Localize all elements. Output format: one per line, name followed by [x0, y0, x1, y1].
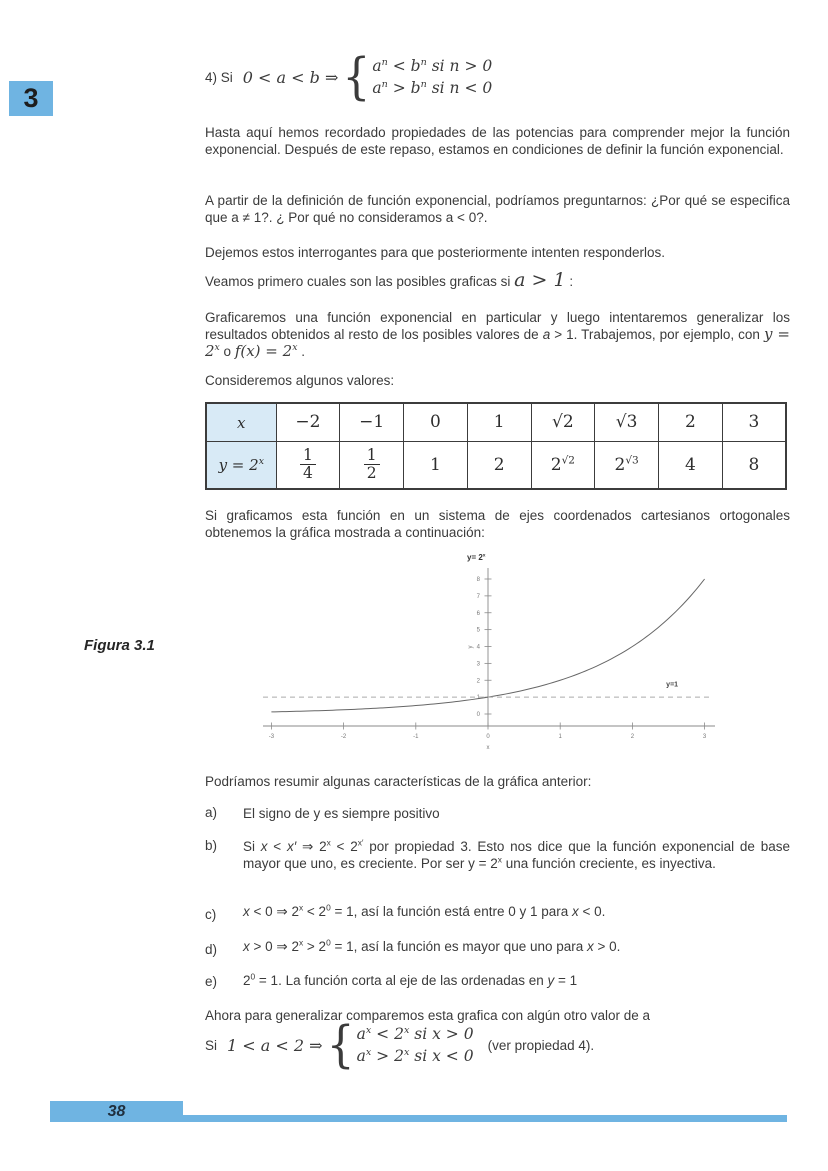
value-cell: 0	[404, 403, 468, 441]
value-cell: 2	[659, 403, 723, 441]
brace-symbol: {	[326, 1016, 355, 1075]
svg-text:2: 2	[630, 734, 635, 740]
svg-text:y: y	[468, 645, 474, 649]
case-line: $a^x < 2^x$ si x > 0	[356, 1024, 474, 1043]
item-marker: d)	[205, 942, 218, 957]
value-cell: √3	[595, 403, 659, 441]
plot-title: $y= 2^x$	[467, 553, 486, 562]
list-item-c	[205, 903, 790, 922]
formula-cases	[357, 1026, 474, 1065]
case-line: $a^x > 2^x$ si x < 0	[356, 1046, 474, 1065]
page-number-box	[50, 1101, 183, 1122]
values-table	[205, 402, 787, 490]
page-number: 38	[107, 1102, 126, 1120]
svg-text:3: 3	[476, 661, 480, 668]
chapter-tab	[9, 81, 53, 116]
formula-prefix: Si	[205, 1038, 218, 1053]
value-cell: $\frac{1}{2}$	[340, 441, 404, 489]
table-row	[206, 441, 786, 489]
item-marker: c)	[205, 907, 217, 922]
paragraph-consideremos: Consideremos algunos valores:	[205, 373, 395, 388]
list-item-b	[205, 838, 790, 872]
svg-text:2: 2	[476, 678, 480, 685]
list-item-d	[205, 938, 790, 957]
paragraph-apartir: A partir de la definición de función exponencial, podríamos preguntarnos: ¿Por qué se especifica que a ≠ 1?. ¿ Por qué no consideramos a < 0?.	[205, 193, 790, 225]
value-cell: 2	[467, 441, 531, 489]
svg-text:5: 5	[476, 627, 480, 634]
item-text: x < 0 ⇒ $2^x < 2^0 = 1$, así la función está entre 0 y 1 para x < 0.	[243, 902, 606, 919]
value-cell: √2	[531, 403, 595, 441]
item-text: x > 0 ⇒ $2^x > 2^0 = 1$, así la función es mayor que uno para x > 0.	[243, 937, 621, 954]
svg-text:3: 3	[702, 734, 707, 740]
svg-text:x: x	[486, 745, 490, 751]
value-cell: $\frac{1}{4}$	[276, 441, 340, 489]
formula-cases	[372, 58, 492, 97]
figure-plot	[255, 548, 780, 760]
formula-condition: 1 < a < 2 ⇒	[227, 1036, 323, 1055]
footer-bar	[183, 1115, 787, 1122]
paragraph-sigraficamos: Si graficamos esta función en un sistema de ejes coordenados cartesianos ortogonales obtenemos la gráfica mostrada a continuación:	[205, 508, 790, 540]
figure-3-1	[255, 548, 780, 760]
value-cell: 1	[404, 441, 468, 489]
row-header-cell: x	[206, 403, 276, 441]
item-text: Si x < x′ ⇒ $2^x < 2^{x'}$ por propiedad 3. Esto nos dice que la función exponencial de base mayor que uno, es creciente. Por ser $y = 2^x$ una función creciente, es inyectiva.	[243, 837, 790, 871]
value-cell: −2	[276, 403, 340, 441]
svg-text:6: 6	[476, 610, 480, 617]
closing-formula	[205, 1016, 790, 1075]
item-marker: b)	[205, 838, 218, 853]
value-cell: −1	[340, 403, 404, 441]
formula-note: (ver propiedad 4).	[487, 1038, 595, 1053]
item-marker: a)	[205, 805, 218, 820]
svg-text:1: 1	[476, 695, 480, 702]
value-cell: $2^{√3}$	[595, 441, 659, 489]
row-header-cell: $y = 2^x$	[206, 441, 276, 489]
paragraph-hasta: Hasta aquí hemos recordado propiedades de las potencias para comprender mejor la función exponencial. Después de este repaso, estamos en condiciones de definir la función exponencial.	[205, 125, 790, 157]
case-line: $a^n < b^n$ si n > 0	[372, 56, 493, 75]
table-row	[206, 403, 786, 441]
paragraph-graficaremos: Graficaremos una función exponencial en particular y luego intentaremos generalizar los resultados obtenidos al resto de los posibles valores de a > 1. Trabajemos, por ejemplo, con $y = 2^x$ o $f(x) = 2^x$ .	[205, 310, 790, 360]
paragraph-veamos: Veamos primero cuales son las posibles graficas si a > 1 :	[205, 269, 574, 291]
svg-text:-1: -1	[413, 734, 419, 740]
figure-label: Figura 3.1	[84, 637, 155, 654]
chapter-number: 3	[23, 83, 39, 113]
svg-text:7: 7	[476, 593, 480, 600]
svg-text:-2: -2	[340, 734, 347, 740]
paragraph-podriamos: Podríamos resumir algunas características de la gráfica anterior:	[205, 774, 592, 789]
svg-text:0: 0	[486, 734, 490, 740]
list-item-e	[205, 972, 790, 989]
value-cell: 8	[722, 441, 786, 489]
paragraph-dejemos: Dejemos estos interrogantes para que posteriormente intenten responderlos.	[205, 245, 666, 260]
svg-text:8: 8	[476, 577, 480, 583]
item-text: $2^0 = 1$. La función corta al eje de las ordenadas en y = 1	[243, 971, 578, 988]
formula-prefix: 4) Si	[205, 70, 233, 85]
value-cell: 3	[722, 403, 786, 441]
formula-condition: 0 < a < b ⇒	[242, 68, 339, 87]
svg-text:0: 0	[476, 712, 480, 718]
svg-text:4: 4	[476, 644, 480, 651]
property-4-formula	[205, 48, 790, 107]
value-cell: 4	[659, 441, 723, 489]
case-line: $a^n > b^n$ si n < 0	[372, 78, 493, 97]
item-text: El signo de y es siempre positivo	[243, 806, 440, 821]
list-item-a	[205, 805, 790, 822]
svg-text:y=1: y=1	[666, 681, 679, 689]
value-cell: $2^{√2}$	[531, 441, 595, 489]
paragraph-ahora: Ahora para generalizar comparemos esta grafica con algún otro valor de a	[205, 1008, 650, 1023]
svg-text:1: 1	[558, 734, 562, 740]
values-table-body	[206, 403, 786, 489]
value-cell: 1	[467, 403, 531, 441]
brace-symbol: {	[342, 48, 371, 107]
svg-text:-3: -3	[268, 734, 275, 740]
item-marker: e)	[205, 974, 218, 989]
